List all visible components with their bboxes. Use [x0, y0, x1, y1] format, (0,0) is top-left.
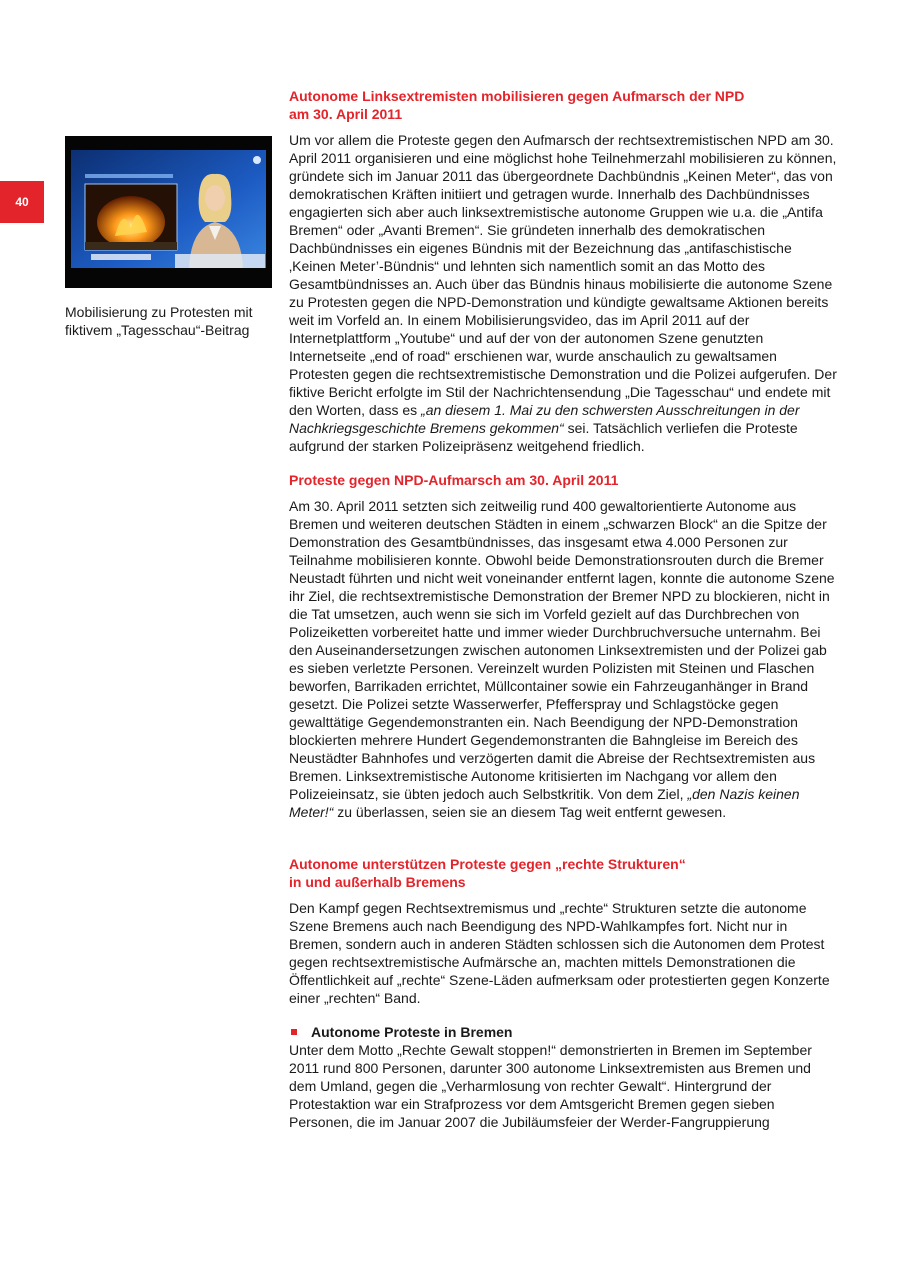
quote-text: „an diesem 1. Mai zu den schwersten Ausschreitungen in der Nachkriegsgeschichte Bremens gekommen“	[289, 402, 800, 436]
heading-line: Autonome unterstützen Proteste gegen „rechte Strukturen“	[289, 856, 686, 872]
bullet-heading	[289, 1023, 837, 1041]
quote-text: „den Nazis keinen Meter!“	[289, 786, 800, 820]
heading-line: in und außerhalb Bremens	[289, 874, 466, 890]
page-number: 40	[0, 181, 44, 223]
paragraph-text: Den Kampf gegen Rechtsextremismus und „rechte“ Strukturen setzte die autonome Szene Bremens auch nach Beendigung des NPD-Wahlkampfes fort. Nicht nur in Bremen, sondern auch in anderen Städten schlossen sich die Autonomen dem Protest gegen rechtsextremistische Aufmärsche an, machten mittels Demonstrationen die Öffentlichkeit auf „rechte“ Szene-Läden aufmerksam oder protestierten gegen Konzerte einer „rechten“ Band.	[289, 900, 830, 1006]
paragraph-text: sei. Tatsächlich verliefen die Proteste aufgrund der starken Polizeipräsenz weitgehend friedlich.	[289, 420, 798, 454]
bullet-square-icon	[291, 1029, 297, 1035]
section-heading-strukturen	[289, 855, 837, 891]
section-heading-proteste	[289, 471, 837, 489]
bullet-heading-text: Autonome Proteste in Bremen	[311, 1024, 513, 1040]
paragraph-proteste	[289, 497, 837, 821]
news-broadcast-image	[65, 136, 272, 288]
heading-line: Proteste gegen NPD-Aufmarsch am 30. April 2011	[289, 472, 619, 488]
heading-line: Autonome Linksextremisten mobilisieren gegen Aufmarsch der NPD	[289, 88, 745, 104]
paragraph-text: zu überlassen, seien sie an diesem Tag weit entfernt gewesen.	[337, 804, 727, 820]
section-heading-mobilisierung	[289, 87, 837, 123]
news-broadcast-illustration	[65, 136, 272, 288]
paragraph-strukturen	[289, 899, 837, 1007]
caption-line: Mobilisierung zu Protesten mit	[65, 304, 253, 320]
paragraph-bremen-proteste	[289, 1041, 837, 1131]
heading-line: am 30. April 2011	[289, 106, 403, 122]
paragraph-text: Am 30. April 2011 setzten sich zeitweilig rund 400 gewaltorientierte Autonome aus Bremen und weiteren deutschen Städten in einem „schwarzen Block“ an die Spitze der Demonstration des Gesamtbündnisses, das insgesamt etwa 4.000 Personen zur Teilnahme mobilisieren konnte. Obwohl beide Demonstrationsrouten durch die Bremer Neustadt führten und nicht weit voneinander entfernt lagen, konnte die autonome Szene ihr Ziel, die rechtsextremistische Demonstration der Bremer NPD zu blockieren, nicht in die Tat umsetzen, auch wenn sie sich im Vorfeld gezielt auf das Durchbrechen von Polizeiketten vorbereitet hatte und immer wieder Durchbruchversuche unternahm. Bei den Auseinandersetzungen zwischen autonomen Linksextremisten und der Polizei gab es sieben verletzte Personen. Vereinzelt wurden Polizisten mit Steinen und Flaschen beworfen, Barrikaden errichtet, Müllcontainer sowie ein Fahrzeuganhänger in Brand gesetzt. Die Polizei setzte Wasserwerfer, Pfefferspray und Schlagstöcke gegen gewalttätige Gegendemonstranten ein. Nach Beendigung der NPD-Demonstration blockierten mehrere Hundert Gegendemonstranten die Bahngleise im Bereich des Neustädter Bahnhofes und verzögerten damit die Abreise der Rechtsextremisten aus Bremen. Linksextremistische Autonome kritisierten im Nachgang vor allem den Polizeieinsatz, sie übten jedoch auch Selbstkritik. Von dem Ziel,	[289, 498, 835, 802]
paragraph-text: Unter dem Motto „Rechte Gewalt stoppen!“ demonstrierten in Bremen im September 2011 rund 800 Personen, darunter 300 autonome Linksextremisten aus Bremen und dem Umland, gegen die „Verharmlosung von rechter Gewalt“. Hintergrund der Protestaktion war ein Strafprozess vor dem Amtsgericht Bremen gegen sieben Personen, die im Januar 2007 die Jubiläumsfeier der Werder-Fangruppierung	[289, 1042, 812, 1130]
main-text-column	[289, 87, 837, 1131]
figure-caption	[65, 303, 275, 339]
paragraph-text: Um vor allem die Proteste gegen den Aufmarsch der rechtsextremistischen NPD am 30. April 2011 organisieren und eine möglichst hohe Teilnehmerzahl mobilisieren zu können, gründete sich im Januar 2011 das übergeordnete Dachbündnis „Keinen Meter“, das von demokratischen Kräften initiiert und getragen wurde. Innerhalb des Dachbündnisses engagierten sich aber auch linksextremistische autonome Gruppen wie u.a. die „Antifa Bremen“ oder „Avanti Bremen“. Sie gründeten innerhalb des demokratischen Dachbündnisses ein eigenes Bündnis mit der Bezeichnung das „antifaschistische ‚Keinen Meter’-Bündnis“ und lehnten sich namentlich somit an das Motto des Gesamtbündnisses an. Auch über das Bündnis hinaus mobilisierte die autonome Szene zu Protesten gegen die NPD-Demonstration und kündigte gewaltsame Aktionen bereits weit im Vorfeld an. In einem Mobilisierungsvideo, das im April 2011 auf der Internetplattform „Youtube“ und auf der von der autonomen Szene genutzten Internetseite „end of road“ erschienen war, wurde anschaulich zu gewaltsamen Protesten gegen die rechtsextremistische Demonstration und die Polizei aufgerufen. Der fiktive Bericht erfolgte im Stil der Nachrichtensendung „Die Tagesschau“ und endete mit den Worten, dass es	[289, 132, 837, 418]
caption-line: fiktivem „Tagesschau“-Beitrag	[65, 322, 250, 338]
paragraph-mobilisierung	[289, 131, 837, 455]
